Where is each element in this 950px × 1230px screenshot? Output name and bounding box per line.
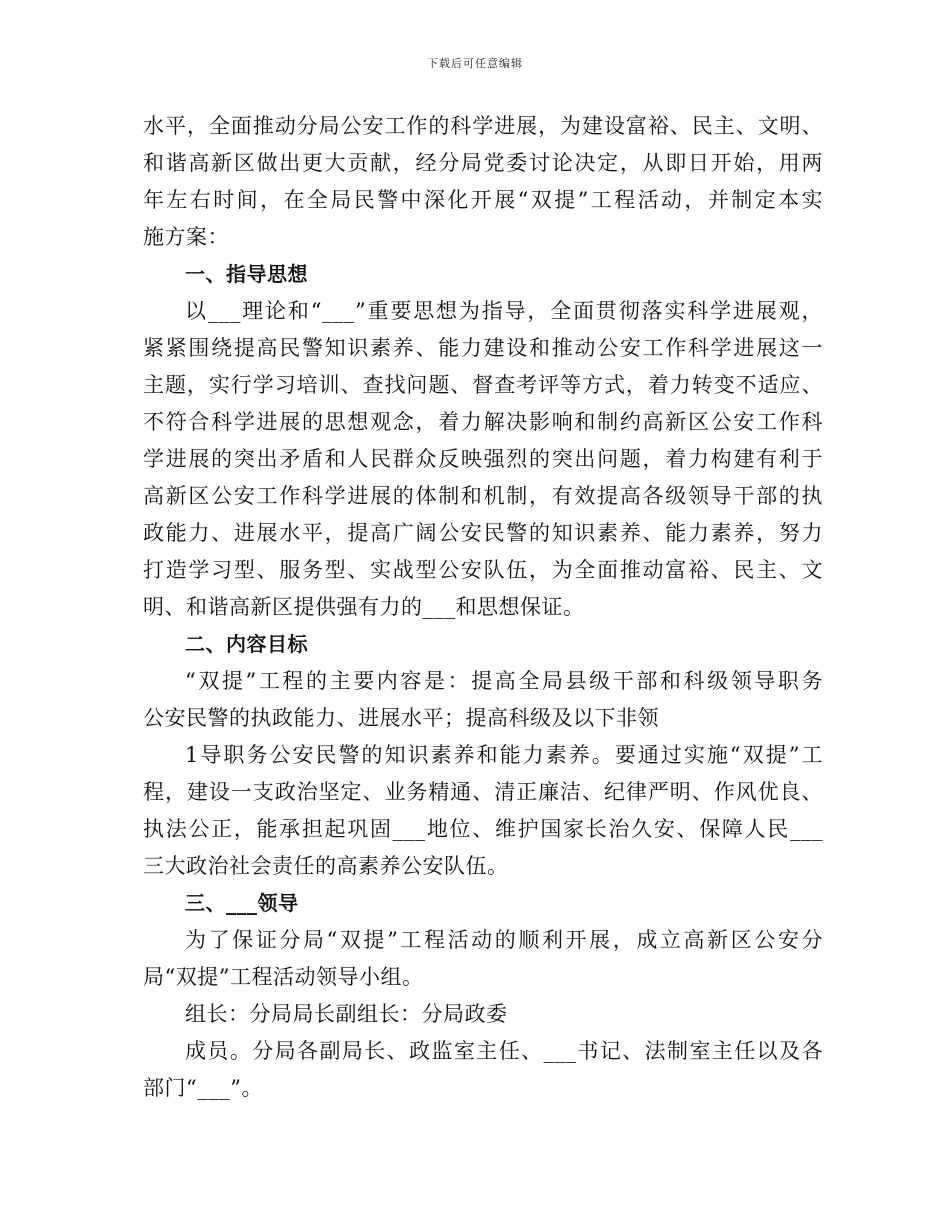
section-1-line-6: 高新区公安工作科学进展的体制和机制，有效提高各级领导干部的执 — [143, 484, 823, 508]
section-3-line-3: 组长：分局局长副组长：分局政委 — [185, 1002, 508, 1026]
section-2-line-2: 公安民警的执政能力、进展水平；提高科级及以下非领 — [143, 706, 659, 730]
section-1-line-7: 政能力、进展水平，提高广阔公安民警的知识素养、能力素养，努力 — [143, 521, 823, 545]
section-2-line-5: 执法公正，能承担起巩固___地位、维护国家长治久安、保障人民___ — [143, 817, 823, 841]
intro-line-3: 年左右时间，在全局民警中深化开展“双提”工程活动，并制定本实 — [143, 188, 823, 212]
intro-line-1: 水平，全面推动分局公安工作的科学进展，为建设富裕、民主、文明、 — [143, 114, 823, 138]
section-2-line-6: 三大政治社会责任的高素养公安队伍。 — [143, 854, 509, 878]
section-2-line-3: 1导职务公安民警的知识素养和能力素养。要通过实施“双提”工 — [185, 743, 823, 767]
intro-line-2: 和谐高新区做出更大贡献，经分局党委讨论决定，从即日开始，用两 — [143, 151, 823, 175]
section-1-line-8: 打造学习型、服务型、实战型公安队伍，为全面推动富裕、民主、文 — [143, 558, 823, 582]
page-header: 下载后可任意编辑 — [427, 57, 523, 70]
section-1-line-1: 以___理论和“___”重要思想为指导，全面贯彻落实科学进展观， — [185, 299, 823, 323]
section-3-line-4: 成员。分局各副局长、政监室主任、___书记、法制室主任以及各 — [185, 1039, 823, 1063]
section-3-line-2: 局“双提”工程活动领导小组。 — [143, 965, 424, 989]
section-2-title: 二、内容目标 — [185, 632, 308, 656]
section-1-line-9: 明、和谐高新区提供强有力的___和思想保证。 — [143, 595, 585, 619]
document-body — [143, 108, 823, 1107]
section-1-line-5: 学进展的突出矛盾和人民群众反映强烈的突出问题，着力构建有利于 — [143, 447, 823, 471]
section-1-line-4: 不符合科学进展的思想观念，着力解决影响和制约高新区公安工作科 — [143, 410, 823, 434]
section-1-line-2: 紧紧围绕提高民警知识素养、能力建设和推动公安工作科学进展这一 — [143, 336, 823, 360]
section-3-line-5: 部门“___”。 — [143, 1076, 263, 1100]
section-2-line-4: 程，建设一支政治坚定、业务精通、清正廉洁、纪律严明、作风优良、 — [143, 780, 823, 804]
section-2-line-1: “双提”工程的主要内容是：提高全局县级干部和科级领导职务 — [185, 669, 823, 693]
intro-line-4: 施方案： — [143, 225, 229, 249]
section-3-line-1: 为了保证分局“双提”工程活动的顺利开展，成立高新区公安分 — [185, 928, 823, 952]
section-1-title: 一、指导思想 — [185, 262, 308, 286]
section-1-line-3: 主题，实行学习培训、查找问题、督查考评等方式，着力转变不适应、 — [143, 373, 823, 397]
section-3-title: 三、___领导 — [185, 891, 299, 915]
